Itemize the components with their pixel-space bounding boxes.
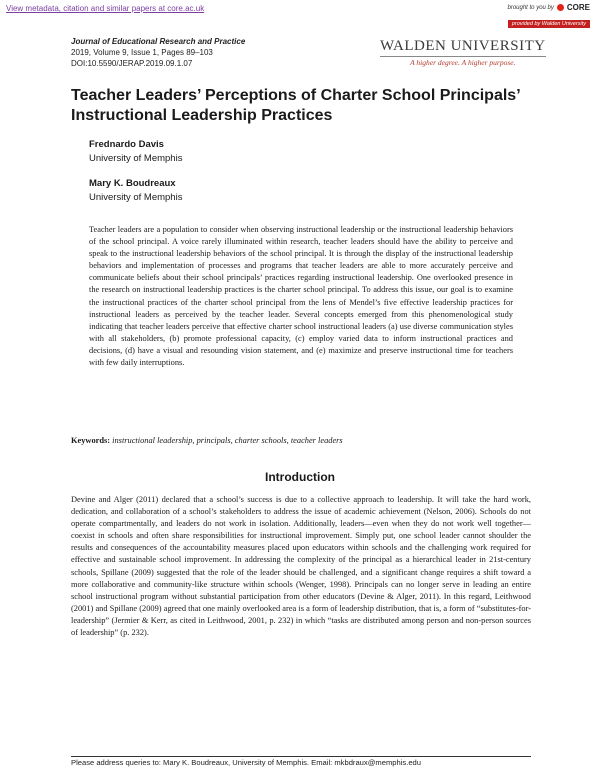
author-block (89, 138, 182, 166)
keywords-label: Keywords: (71, 436, 111, 445)
author-name: Mary K. Boudreaux (89, 178, 176, 189)
publisher-name: WALDEN UNIVERSITY (380, 38, 546, 57)
introduction-body: Devine and Alger (2011) declared that a school’s success is due to a collective approach to leadership. It will take the hard work, dedication, and collaboration of a school’s stakeholders to address the issue of academic achievement (Nelson, 2006). Schools do not operate compartmentally, and leaders do not work in isolation. Additionally, leaders—even when they do not work well together—coexist in schools and often share responsibilities for instructional improvement. Simply put, one school leader cannot shoulder the results and consequences of the accountability measures placed upon educators within schools and the challenging work required for effective and sustainable school improvement. In addressing the complexity of the principal as a hierarchical leader in 21st-century schools, Spillane (2009) suggested that the role of the leader should be challenged, and a significant change requires a shift toward a more collaborative and community-like structure within schools (Wenger, 1998). Principals can no longer serve in leading an entire school instructional program without substantial participation from other educators (Devine & Alger, 2011). In this regard, Leithwood (2001) and Spillane (2009) agreed that one mainly overlooked area is a form of leadership distribution, that is, a form of “substitutes-for-leadership” (Jermier & Kerr, as cited in Leithwood, 2001, p. 232) in which “tasks are distributed among person and non-person sources of leadership” (p. 232). (71, 495, 531, 638)
publisher-tagline: A higher degree. A higher purpose. (410, 58, 516, 67)
core-metadata-link[interactable] (6, 4, 204, 13)
journal-doi: DOI:10.5590/JERAP.2019.09.1.07 (71, 59, 193, 68)
correspondence-footer: Please address queries to: Mary K. Boudreaux, University of Memphis. Email: mkbdraux@memphis.edu (71, 758, 421, 767)
author-affiliation: University of Memphis (89, 153, 183, 164)
core-banner (0, 0, 600, 18)
keywords (71, 436, 531, 445)
core-brand[interactable] (508, 3, 591, 12)
core-view-text[interactable]: View metadata, citation and similar papers at (6, 4, 168, 13)
author-affiliation: University of Memphis (89, 192, 183, 203)
publisher-logo (380, 38, 546, 67)
abstract: Teacher leaders are a population to consider when observing instructional leadership or the instructional leadership behaviors of the school principal. A voice rarely illuminated within research, teacher leaders should have the ability to perceive and speak to the instructional leadership behaviors of the school principal. It is through the display of the instructional leadership behaviors and implementation of processes and programs that teacher leaders are able to more accurately perceive and communicate beliefs about their school principals’ practices regarding instructional leadership. One overlooked presence in the research on instructional leadership practices is the charter school principal. To address this issue, our goal is to examine the instructional practices of the charter school principal from the lens of Mendel’s five effective leadership practices for instructional leaders as perceived by the teacher leader. Several concepts emerged from this phenomenological study indicating that teacher leaders perceive that effective charter school instructional leaders (a) use diverse communication styles with all stakeholders, (b) promote professional capacity, (c) employ varied data to inform instructional practices and decisions, (d) have a visual and resounding vision statement, and (e) maximize and preserve instructional time for teachers with few daily interruptions. (89, 225, 513, 368)
core-logo-icon (557, 4, 564, 11)
author-name: Frednardo Davis (89, 139, 164, 150)
journal-info (71, 36, 245, 69)
provided-by-badge[interactable]: provided by Walden University (508, 20, 590, 28)
journal-name: Journal of Educational Research and Practice (71, 37, 246, 46)
footer-divider (71, 756, 531, 757)
journal-volume: 2019, Volume 9, Issue 1, Pages 89–103 (71, 48, 213, 57)
paper-title: Teacher Leaders’ Perceptions of Charter School Principals’ Instructional Leadership Practices (71, 87, 520, 124)
section-heading: Introduction (265, 470, 335, 484)
core-logo-text[interactable]: CORE (566, 3, 590, 12)
keywords-list: instructional leadership, principals, charter schools, teacher leaders (112, 436, 343, 445)
brought-by-text: brought to you by (507, 4, 554, 11)
core-url[interactable]: core.ac.uk (167, 4, 205, 13)
author-block (89, 177, 182, 205)
